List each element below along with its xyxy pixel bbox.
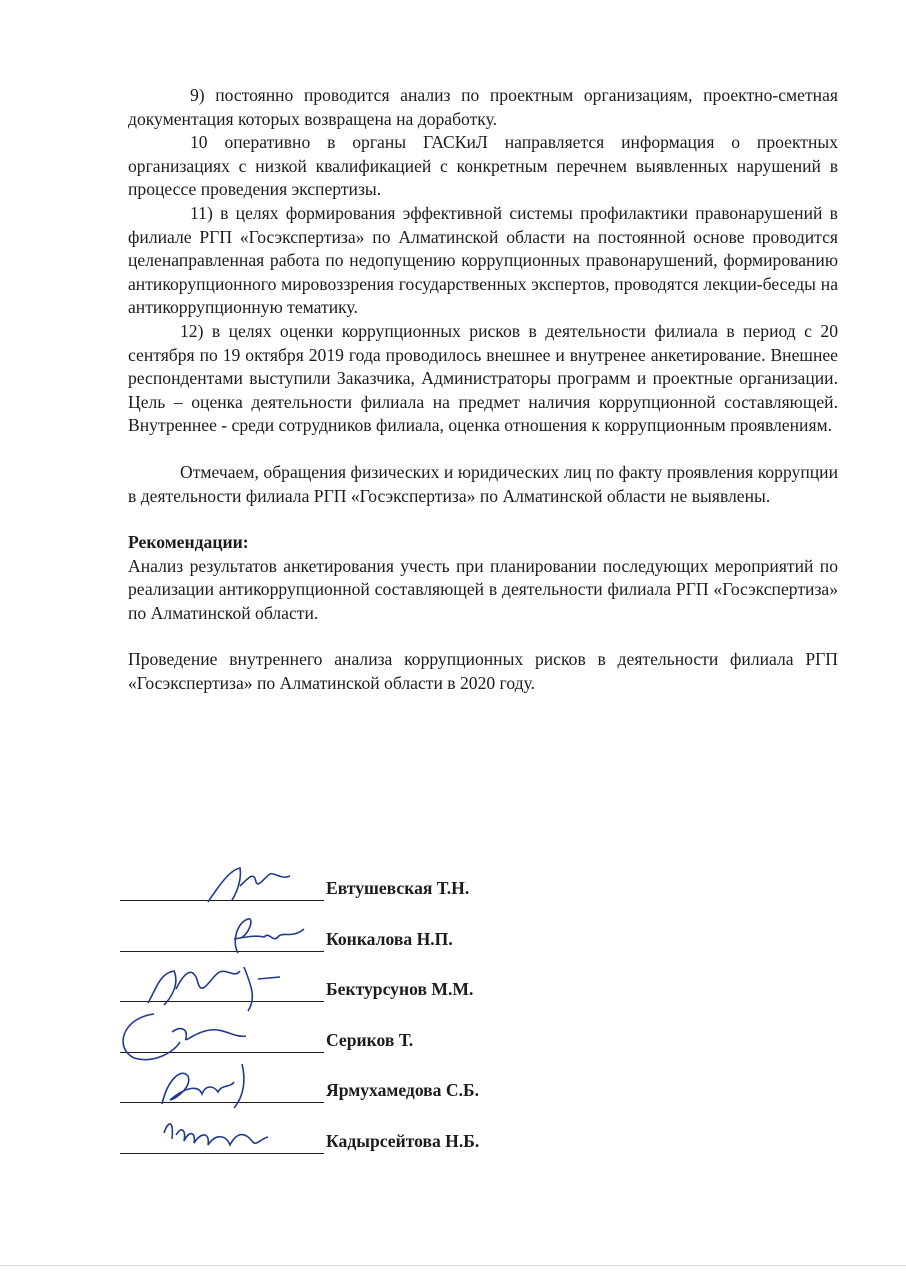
signatory-name: Конкалова Н.П. xyxy=(326,928,453,949)
recommendation-2: Проведение внутреннего анализа коррупционных рисков в деятельности филиала РГП «Госэкспертиза» по Алматинской области в 2020 году. xyxy=(128,649,838,694)
signatory-name: Евтушевская Т.Н. xyxy=(326,878,470,898)
signatory-name: Ярмухамедова С.Б. xyxy=(326,1080,480,1100)
recommendation-1: Анализ результатов анкетирования учесть при планировании последующих мероприятий по реализации антикоррупционной составляющей в деятельности филиала РГП «Госэкспертиза» по Алматинской области. xyxy=(128,555,838,623)
document-body xyxy=(128,84,838,696)
handwritten-signature xyxy=(148,1058,268,1116)
signatory-name: Сериков Т. xyxy=(326,1029,414,1050)
list-item-11: 11) в целях формирования эффективной системы профилактики правонарушений в филиале РГП «Госэкспертиза» по Алматинской области на постоянной основе проводится целенаправленная работа по недопущению коррупционных правонарушений, формированию антикорупционного мировоззрения государственных экспертов, проводятся лекции-беседы на антикоррупционную тематику. xyxy=(128,202,838,318)
handwritten-signature xyxy=(190,864,300,908)
list-item-10: 10 оперативно в органы ГАСКиЛ направляется информация о проектных организациях с низкой квалификацией с конкретным перечнем выявленных нарушений в процессе проведения экспертизы. xyxy=(128,132,838,200)
signatory-name: Кадырсейтова Н.Б. xyxy=(326,1130,480,1151)
handwritten-signature xyxy=(212,913,312,959)
page-edge-divider xyxy=(0,1265,906,1266)
handwritten-signature xyxy=(156,1111,276,1163)
list-item-12: 12) в целях оценки коррупционных рисков в деятельности филиала в период с 20 сентября по 19 октября 2019 года проводилось внешнее и внутренее анкетирование. Внешнее респондентами выступили Заказчика, Администраторы программ и проектные организации. Цель – оценка деятельности филиала на предмет наличия коррупционной составляющей. Внутреннее - среди сотрудников филиала, оценка отношения к коррупционным проявлениям. xyxy=(128,320,838,436)
recommendations-heading: Рекомендации: xyxy=(128,532,249,553)
signatory-row xyxy=(120,870,620,921)
signatory-row xyxy=(120,1123,620,1174)
signatory-name: Бектурсунов М.М. xyxy=(326,979,474,999)
note-paragraph: Отмечаем, обращения физических и юридических лиц по факту проявления коррупции в деятельности филиала РГП «Госэкспертиза» по Алматинской области не выявлены. xyxy=(128,461,838,506)
list-item-9: 9) постоянно проводится анализ по проектным организациям, проектно-сметная документация которых возвращена на доработку. xyxy=(128,85,838,129)
signature-block xyxy=(120,870,620,1173)
